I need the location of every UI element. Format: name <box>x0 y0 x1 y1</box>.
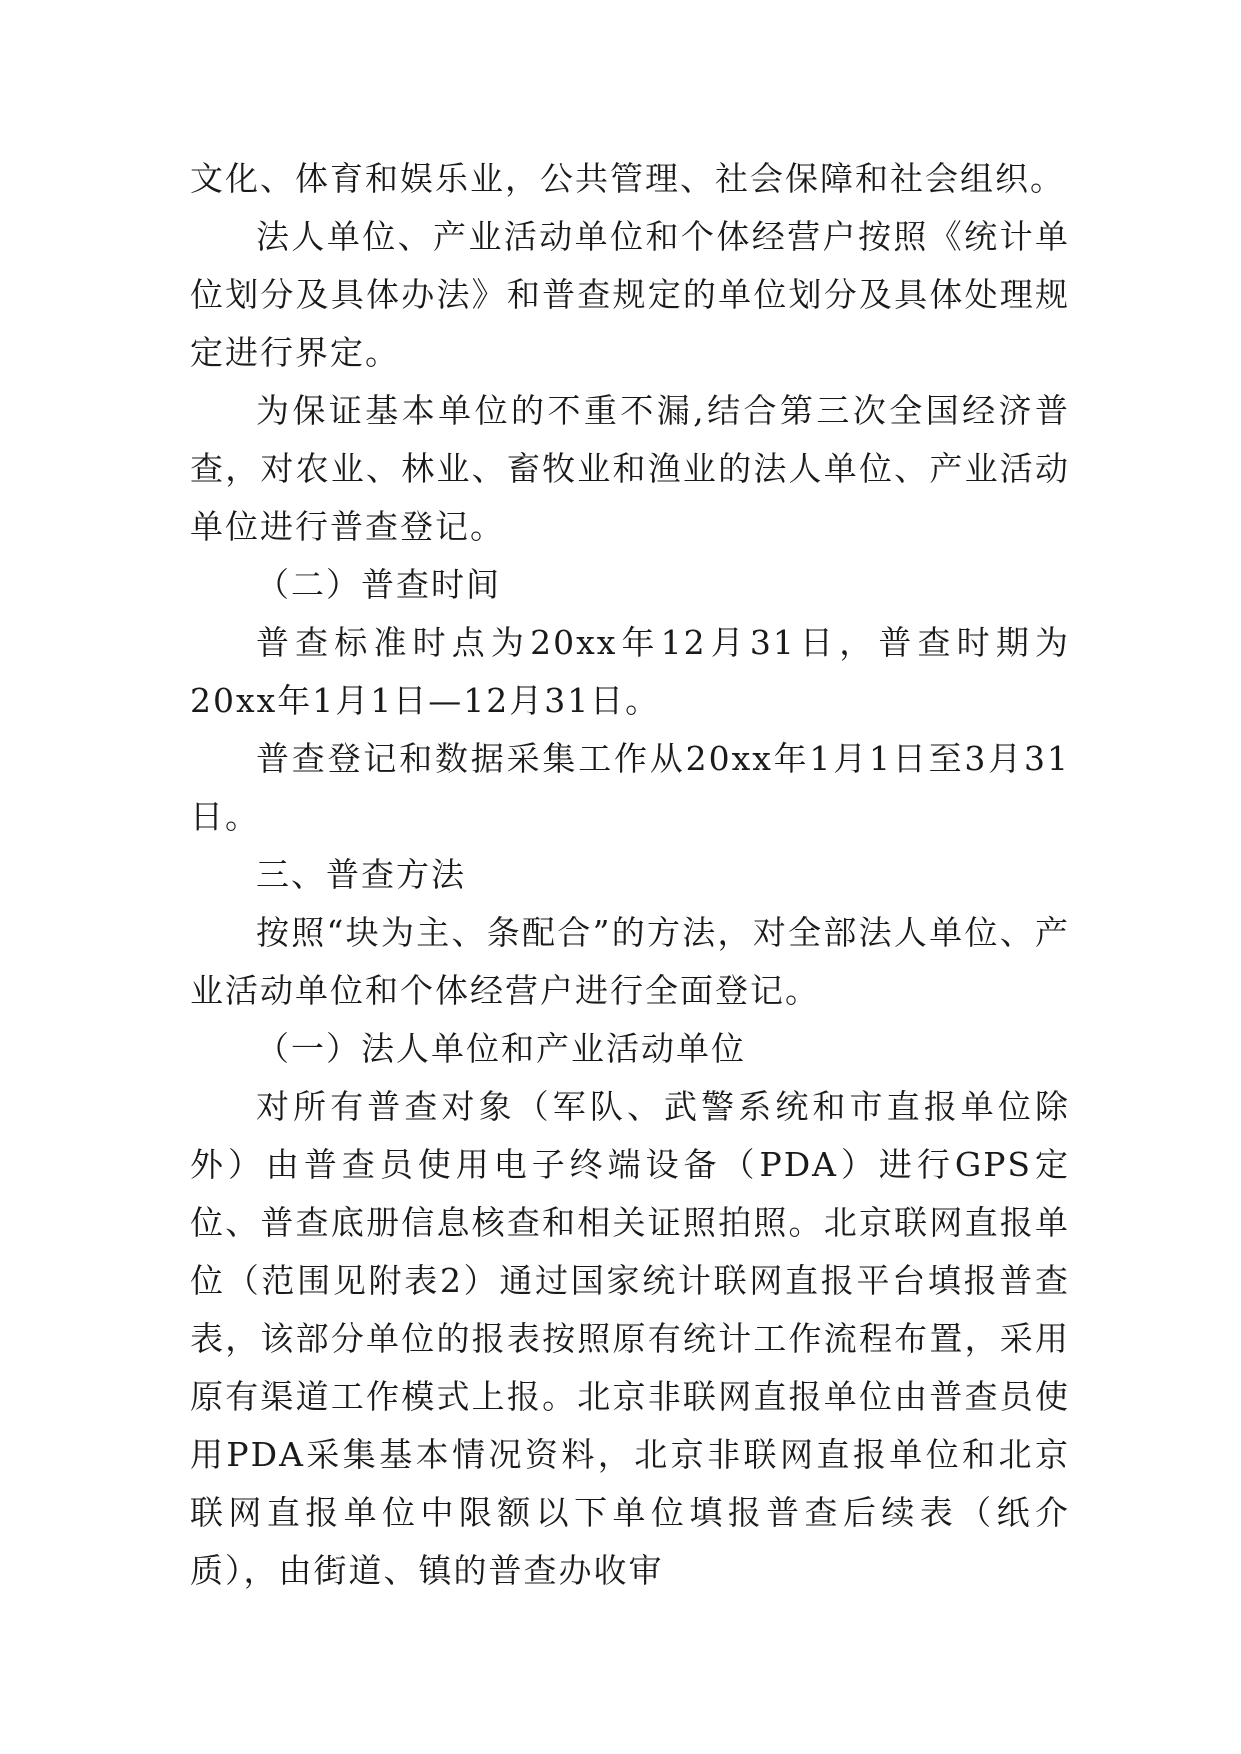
heading-census-time: （二）普查时间 <box>256 565 501 604</box>
paragraph-pda-procedure: 对所有普查对象（军队、武警系统和市直报单位除外）由普查员使用电子终端设备（PDA）进行GPS定位、普查底册信息核查和相关证照拍照。北京联网直报单位（范围见附表2）通过国家统计联网直报平台填报普查表，该部分单位的报表按照原有统计工作流程布置，采用原有渠道工作模式上报。北京非联网直报单位由普查员使用PDA采集基本情况资料，北京非联网直报单位和北京联网直报单位中限额以下单位填报普查后续表（纸介质），由街道、镇的普查办收审 <box>190 1087 1070 1590</box>
paragraph-unit-definition: 法人单位、产业活动单位和个体经营户按照《统计单位划分及具体办法》和普查规定的单位划分及具体处理规定进行界定。 <box>190 217 1070 372</box>
paragraph-method-overview: 按照“块为主、条配合”的方法，对全部法人单位、产业活动单位和个体经营户进行全面登记。 <box>190 913 1070 1010</box>
heading-census-method: 三、普查方法 <box>256 855 466 894</box>
paragraph-standard-time: 普查标准时点为20xx年12月31日，普查时期为20xx年1月1日—12月31日。 <box>190 623 1070 720</box>
document-body <box>190 150 1070 1600</box>
paragraph-agriculture-scope: 为保证基本单位的不重不漏,结合第三次全国经济普查，对农业、林业、畜牧业和渔业的法人单位、产业活动单位进行普查登记。 <box>190 391 1070 546</box>
paragraph-collection-period: 普查登记和数据采集工作从20xx年1月1日至3月31日。 <box>190 739 1070 836</box>
heading-legal-units: （一）法人单位和产业活动单位 <box>256 1029 746 1068</box>
paragraph-continuation: 文化、体育和娱乐业，公共管理、社会保障和社会组织。 <box>190 159 1065 198</box>
